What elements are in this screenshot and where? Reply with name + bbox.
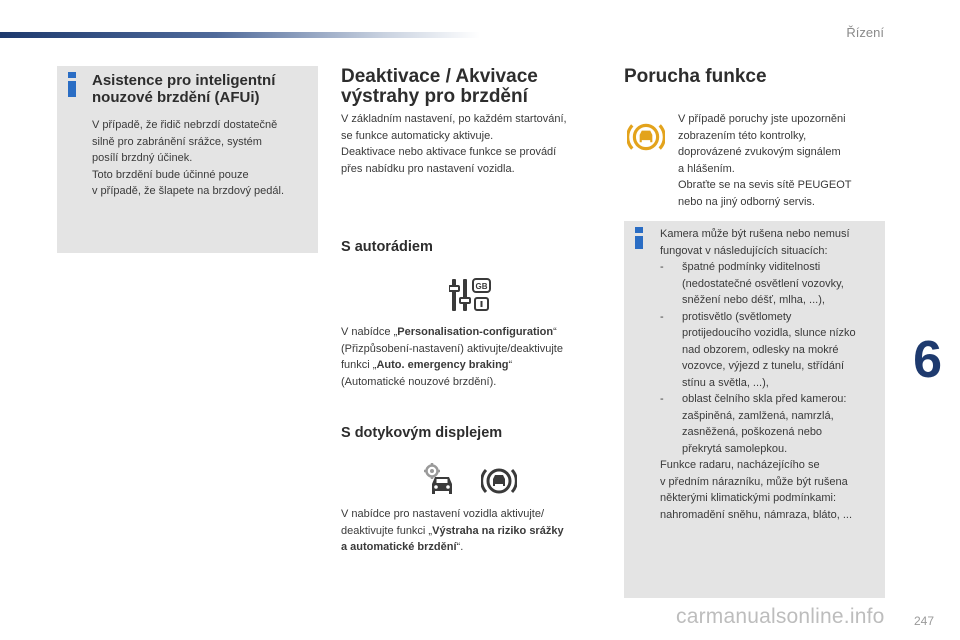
autoradio-body: V nabídce „Personalisation-configuration“ (Přizpůsobení-nastavení) aktivujte/deaktivujte funkci „Auto. emergency braking“ (Automatické nouzové brzdění). <box>341 326 563 388</box>
car-settings-icon <box>423 462 459 498</box>
deactivation-line: se funkce automaticky aktivuje. <box>341 129 494 142</box>
svg-text:GB: GB <box>475 282 488 291</box>
settings-sliders-icon <box>449 277 493 313</box>
function-name-auto-emergency-braking: Auto. emergency braking <box>376 359 509 371</box>
function-name-collision-warning: Výstraha na riziko srážky <box>432 524 564 537</box>
afu-title: Asistence pro inteligentní nouzové brzdění (AFUi) <box>92 72 276 106</box>
afu-line: V případě, že řidič nebrzdí dostatečně <box>92 119 278 131</box>
menu-name-personalisation: Personalisation-configuration <box>397 326 554 338</box>
deactivation-line: Deaktivace nebo aktivace funkce se provádí <box>341 146 557 158</box>
afu-line: v případě, že šlapete na brzdový pedál. <box>92 185 285 197</box>
deactivation-body <box>341 111 611 177</box>
watermark: carmanualsonline.info <box>676 605 885 628</box>
afu-line: posílí brzdný účinek. <box>92 152 193 164</box>
info-icon <box>635 227 643 249</box>
list-item: - protisvětlo (světlomety protijedoucího vozidla, slunce nízko nad obzorem, odlesky na mokré vozovce, výjezd z tunelu, střídání stínu a světla, ...), <box>660 310 856 389</box>
list-item: - špatné podmínky viditelnosti (nedostatečné osvětlení vozovky, sněžení nebo déšť, mlha, ...), <box>660 261 844 306</box>
afu-body <box>92 117 314 200</box>
deactivation-title: Deaktivace / Akvivace výstrahy pro brzdění <box>341 66 538 107</box>
autoradio-title: S autorádiem <box>341 239 433 255</box>
touchscreen-body: V nabídce pro nastavení vozidla aktivujte/ deaktivujte funkci „Výstraha na riziko srážky a automatické brzdění“. <box>341 508 564 553</box>
malfunction-title: Porucha funkce <box>624 66 767 87</box>
camera-info-text: Kamera může být rušena nebo nemusí fungovat v následujících situacích: - špatné podmínky viditelnosti (nedostatečné osvětlení vozovky, sněžení nebo déšť, mlha, ...), - protisvětlo (světlomety protijedoucího vozidla, slunce nízko nad obzorem, odlesky na mokré vozovce, výjezd z tunelu, střídání stínu a světla, ...), - oblast čelního skla před kamerou: zašpiněná, zamlžená, namrzlá, zasněžená, poškozená nebo překrytá samolepkou. Funkce radaru, nacházejícího se v předním nárazníku, může být rušena některými klimatickými podmínkami: nahromadění sněhu, námraza, bláto, ... <box>660 226 880 523</box>
chapter-number: 6 <box>913 331 942 389</box>
page-number: 247 <box>913 614 934 628</box>
list-item: - oblast čelního skla před kamerou: zašpiněná, zamlžená, namrzlá, zasněžená, poškozená nebo překrytá samolepkou. <box>660 393 847 455</box>
info-icon <box>68 72 76 97</box>
afu-line: silně pro zabránění srážce, systém <box>92 135 262 148</box>
brake-warning-icon <box>627 118 665 156</box>
deactivation-line: V základním nastavení, po každém startování, <box>341 113 567 125</box>
touchscreen-title: S dotykovým displejem <box>341 425 503 441</box>
malfunction-body: V případě poruchy jste upozorněni zobrazením této kontrolky, doprovázené zvukovým signálem a hlášením. Obraťte se na sevis sítě PEUGEOT nebo na jiný odborný servis. <box>678 113 852 208</box>
deactivation-line: přes nabídku pro nastavení vozidla. <box>341 162 515 175</box>
section-name: Řízení <box>846 25 884 40</box>
header-gradient-rule <box>0 32 480 38</box>
afu-line: Toto brzdění bude účinné pouze <box>92 168 249 181</box>
brake-warning-icon <box>481 463 517 499</box>
